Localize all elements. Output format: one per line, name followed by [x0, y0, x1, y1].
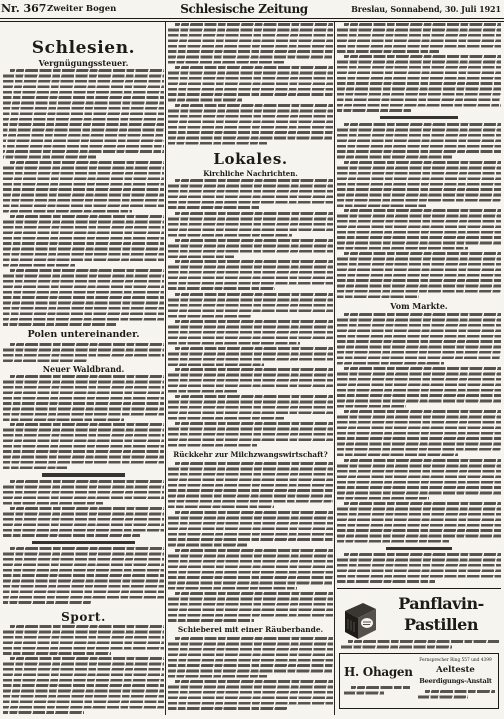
article-heading: Neuer Waldbrand. — [42, 363, 125, 374]
masthead — [0, 0, 504, 19]
ohagen-details — [416, 654, 495, 708]
sheet-label: Zweiter Bogen — [47, 4, 117, 14]
panflavin-title-line1: Panflavin- — [398, 593, 484, 613]
body-text-block — [337, 22, 501, 54]
column-rule — [165, 22, 166, 715]
body-text-block — [168, 591, 333, 623]
column-right — [337, 22, 501, 717]
newspaper-title: Schlesische Zeitung — [180, 2, 308, 16]
body-text-block — [168, 461, 333, 510]
body-text-block — [3, 342, 164, 364]
subheading-texture — [32, 541, 135, 544]
body-text-block — [3, 160, 164, 214]
body-text-block — [168, 510, 333, 548]
ohagen-tagline-line1: Aelteste — [436, 664, 475, 675]
body-text-block — [3, 656, 164, 715]
column-left — [3, 22, 164, 716]
article-heading: Vergnügungssteuer. — [38, 58, 129, 68]
article-heading: Rückkehr zur Milchzwangswirtschaft? — [173, 450, 328, 460]
column-middle — [168, 22, 333, 712]
article-heading: Schieberei mit einer Räuberbande. — [177, 625, 324, 635]
ad-small-print — [344, 685, 410, 696]
body-text-block — [168, 636, 333, 679]
ohagen-advertisement — [339, 653, 499, 709]
dateline: Breslau, Sonnabend, 30. Juli 1921 — [351, 4, 501, 14]
advertisement-area — [337, 588, 501, 717]
body-text-block — [168, 259, 333, 291]
body-text-block — [337, 160, 501, 209]
body-text-block — [337, 552, 501, 584]
article-heading: Kirchliche Nachrichten. — [203, 168, 298, 178]
panflavin-title-line2: Pastillen — [404, 614, 478, 634]
body-text-block — [337, 251, 501, 300]
body-text-block — [337, 208, 501, 251]
article-heading: Vom Markte. — [390, 300, 448, 311]
body-text-block — [168, 548, 333, 591]
body-text-block — [337, 54, 501, 113]
ad-small-print — [418, 689, 495, 700]
illegible-subheading — [337, 544, 501, 552]
body-text-block — [168, 238, 333, 260]
body-text-block — [168, 319, 333, 346]
subheading-texture — [42, 473, 126, 476]
article-heading: Polen untereinander. — [27, 329, 140, 341]
body-text-block — [3, 479, 164, 506]
body-text-block — [168, 211, 333, 238]
body-text-block — [3, 374, 164, 423]
body-text-block — [168, 394, 333, 421]
subheading-texture — [386, 547, 452, 550]
body-text-block — [3, 422, 164, 471]
issue-number: Nr. 367 — [1, 2, 47, 15]
illegible-subheading — [3, 538, 164, 546]
body-text-block — [168, 367, 333, 394]
illegible-subheading — [337, 114, 501, 122]
body-text-block — [168, 421, 333, 448]
body-text-block — [3, 506, 164, 538]
section-heading-lokales: Lokales. — [213, 150, 288, 169]
ohagen-tagline-line2: Beerdigungs-Anstalt — [419, 676, 492, 685]
body-text-block — [3, 68, 164, 160]
body-text-block — [168, 65, 333, 103]
body-text-block — [3, 268, 164, 327]
body-text-block — [3, 546, 164, 605]
ad-small-print — [341, 639, 499, 650]
body-text-block — [168, 679, 333, 711]
body-text-block — [3, 214, 164, 268]
column-rule — [334, 22, 335, 715]
body-text-block — [337, 122, 501, 160]
body-text-block — [168, 178, 333, 210]
ohagen-phone: Fernsprecher Ring 557 und 4399 — [419, 657, 492, 663]
pastille-tin-illustration — [341, 597, 379, 643]
ohagen-firm-name: H. Ohagen — [344, 664, 413, 679]
body-text-block — [337, 312, 501, 366]
body-text-block — [3, 624, 164, 656]
body-text-block — [337, 409, 501, 458]
body-text-block — [337, 501, 501, 544]
illegible-subheading — [3, 471, 164, 479]
body-text-block — [337, 366, 501, 409]
body-text-block — [168, 22, 333, 65]
body-text-block — [168, 292, 333, 319]
body-text-block — [168, 346, 333, 368]
section-heading-sport: Sport. — [61, 609, 106, 624]
body-text-block — [337, 458, 501, 501]
section-heading-schlesien: Schlesien. — [31, 38, 136, 58]
subheading-texture — [380, 116, 459, 119]
body-text-block — [168, 103, 333, 146]
